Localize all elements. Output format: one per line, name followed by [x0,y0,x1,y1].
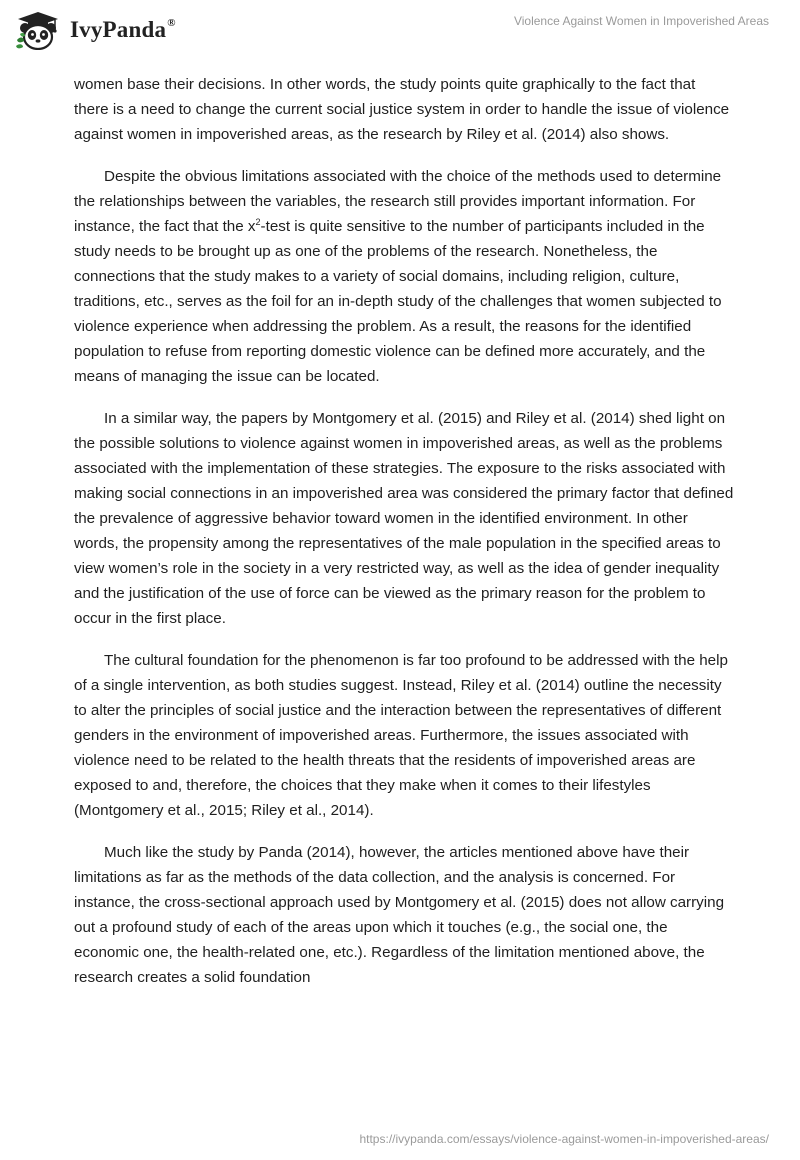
brand-registered-mark: ® [167,17,176,30]
brand-name: IvyPanda® [70,17,176,42]
paragraph: Much like the study by Panda (2014), however, the articles mentioned above have their limitations as far as the methods of the data collection, and the analysis is concerned. For instance, the cross-sectional approach used by Montgomery et al. (2015) does not allow carrying out a profound study of each of the areas upon which it touches (e.g., the social one, the economic one, the health-related one, etc.). Regardless of the limitation mentioned above, the research creates a solid foundation [74,844,725,986]
paragraph: The cultural foundation for the phenomenon is far too profound to be addressed with the help of a single intervention, as both studies suggest. Instead, Riley et al. (2014) outline the necessity to alter the principles of social justice and the interaction between the representatives of different genders in the environment of impoverished areas. Furthermore, the issues associated with violence need to be related to the health threats that the residents of impoverished areas are exposed to and, therefore, the choices that they make when it comes to their lifestyles (Montgomery et al., 2015; Riley et al., 2014). [74,652,728,819]
superscript: 2 [255,217,261,227]
paragraph: women base their decisions. In other words, the study points quite graphically to the fact that there is a need to change the current social justice system in order to handle the issue of violence against women in impoverished areas, as the research by Riley et al. (2014) also shows. [74,76,730,143]
paragraph: Despite the obvious limitations associated with the choice of the methods used to determine the relationships between the variables, the research still provides important information. For instance, the fact that the $x^2$-test is quite sensitive to the number of participants included in the study needs to be brought up as one of the problems of the research. Nonetheless, the connections that the study makes to a variety of social domains, including religion, culture, traditions, etc., serves as the foil for an in-depth study of the challenges that women subjected to violence experience when addressing the problem. As a result, the reasons for the identified population to refuse from reporting domestic violence can be defined more accurately, and the means of managing the issue can be located. [74,168,722,385]
document-title: Violence Against Women in Impoverished Areas [513,14,769,28]
panda-graduation-cap-icon [14,10,62,50]
ivypanda-logo[interactable] [14,10,176,50]
essay-body [74,72,734,1007]
page-header [0,0,800,60]
paragraph: In a similar way, the papers by Montgomery et al. (2015) and Riley et al. (2014) shed light on the possible solutions to violence against women in impoverished areas, as well as the problems associated with the implementation of these strategies. The exposure to the risks associated with making social connections in an impoverished area was considered the primary factor that defined the prevalence of aggressive behavior toward women in the identified environment. In other words, the propensity among the representatives of the male population in the specified areas to view women’s role in the society in a very restricted way, as well as the idea of gender inequality and the justification of the use of force can be viewed as the primary reason for the problem to occur in the first place. [74,410,734,627]
source-url-link[interactable]: https://ivypanda.com/essays/violence-against-women-in-impoverished-areas/ [359,1132,769,1146]
